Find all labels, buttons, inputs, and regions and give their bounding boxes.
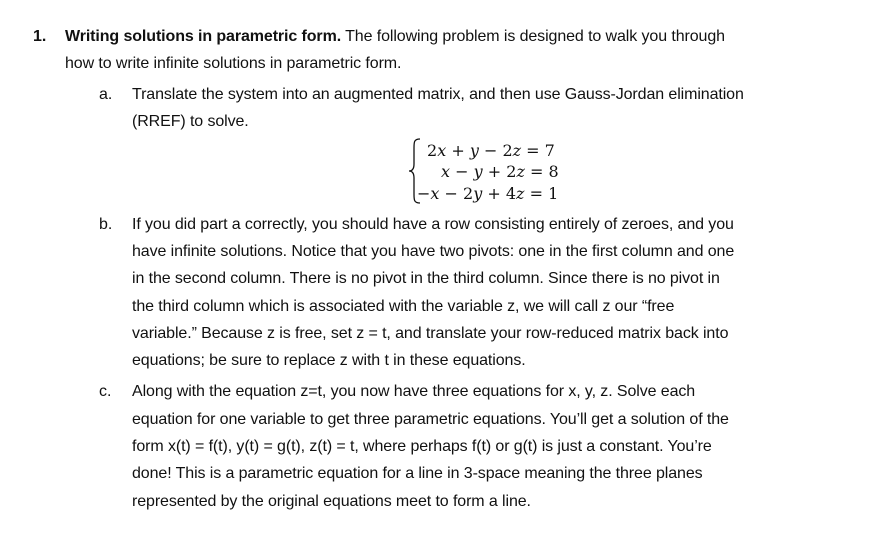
- part-b-line-6: equations; be sure to replace z with t in these equations.: [132, 352, 526, 369]
- part-c-line-2: equation for one variable to get three parametric equations. You’ll get a solution of the: [132, 411, 729, 428]
- problem-intro-line-2: how to write infinite solutions in parametric form.: [65, 55, 402, 72]
- equation-3: −x − 2y + 4z = 1: [417, 184, 559, 203]
- problem-title: Writing solutions in parametric form.: [65, 28, 342, 45]
- part-c-line-5: represented by the original equations meet to form a line.: [132, 493, 531, 510]
- part-a-line-2: (RREF) to solve.: [132, 113, 249, 130]
- part-b-line-1: If you did part a correctly, you should have a row consisting entirely of zeroes, and you: [132, 216, 734, 233]
- part-b-marker: b.: [99, 216, 113, 233]
- part-c-line-1: Along with the equation z=t, you now have three equations for x, y, z. Solve each: [132, 383, 696, 400]
- problem-intro-line-1: [65, 26, 725, 48]
- equation-1: 2x + y − 2z = 7: [427, 141, 555, 160]
- part-c-line-3: form x(t) = f(t), y(t) = g(t), z(t) = t, where perhaps f(t) or g(t) is just a constant. You’re: [132, 438, 712, 455]
- part-b-line-5: variable.” Because z is free, set z = t, and translate your row-reduced matrix back into: [132, 325, 729, 342]
- part-c-line-4: done! This is a parametric equation for a line in 3-space meaning the three planes: [132, 465, 703, 482]
- part-b-line-4: the third column which is associated with the variable z, we will call z our “free: [132, 298, 675, 315]
- part-c-marker: c.: [99, 383, 112, 400]
- part-b-line-3: in the second column. There is no pivot in the third column. Since there is no pivot in: [132, 270, 720, 287]
- problem-intro-text: The following problem is designed to walk you through: [341, 28, 725, 45]
- part-a-line-1: Translate the system into an augmented matrix, and then use Gauss-Jordan elimination: [132, 86, 744, 103]
- problem-number: 1.: [33, 28, 47, 45]
- part-b-line-2: have infinite solutions. Notice that you have two pivots: one in the first column and one: [132, 243, 735, 260]
- part-a-marker: a.: [99, 86, 113, 103]
- equation-2: x − y + 2z = 8: [441, 162, 559, 181]
